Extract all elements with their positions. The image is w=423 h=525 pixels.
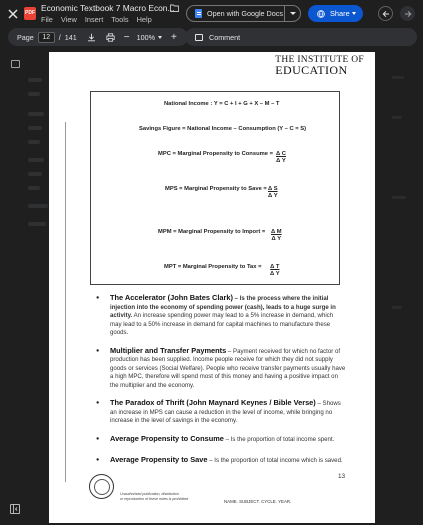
bullet-heading: Average Propensity to Save	[110, 455, 208, 464]
bullet-bold-text: – Is the process where the initial injection into the economy of spending power (cash), leads to a huge surge in activity.	[110, 295, 336, 319]
zoom-level[interactable]: 100%	[136, 32, 156, 42]
formula-box	[90, 91, 340, 285]
arrow-right-icon	[404, 10, 412, 18]
bullet-text: – Is the proportion of total income which is saved.	[207, 457, 343, 464]
sidebar-placeholder	[28, 140, 40, 144]
mpt-numerator: Δ T	[270, 264, 280, 270]
chevron-down-icon[interactable]	[290, 12, 296, 15]
sidebar-placeholder	[28, 204, 48, 208]
mpc-formula: MPC = Marginal Propensity to Consume =	[158, 151, 273, 157]
margin-rule	[65, 122, 66, 482]
globe-icon	[317, 10, 325, 18]
right-panel-background	[392, 56, 423, 521]
menu-insert[interactable]: Insert	[84, 15, 104, 24]
national-income-formula: National Income : Y = C + I + G + X – M – T	[164, 101, 280, 107]
button-divider	[284, 6, 285, 21]
bullet-text: – Is the proportion of total income spent.	[223, 435, 335, 443]
page-total: 141	[64, 32, 77, 42]
zoom-out-button[interactable]: −	[123, 31, 130, 43]
logo-line-2: EDUCATION	[275, 63, 348, 77]
mps-formula: MPS = Marginal Propensity to Save =	[165, 186, 267, 192]
sidebar-placeholder	[28, 112, 44, 116]
bullet-heading: Average Propensity to Consume	[110, 433, 224, 443]
menu-view[interactable]: View	[60, 15, 77, 24]
mpm-denominator: Δ Y	[271, 236, 282, 242]
folder-icon[interactable]	[170, 4, 179, 12]
open-with-label: Open with Google Docs	[207, 9, 283, 18]
bullet-heading: The Paradox of Thrift (John Maynard Keynes / Bible Verse)	[110, 398, 316, 407]
sidebar-placeholder	[28, 126, 42, 130]
mpc-fraction	[276, 151, 286, 164]
logo-line-1: THE INSTITUTE OF	[275, 55, 364, 65]
disclaimer-line-2: or reproduction of these notes is prohibited	[120, 496, 189, 501]
sidebar-placeholder	[392, 196, 406, 199]
mps-numerator: Δ S	[268, 186, 278, 192]
mps-denominator: Δ Y	[268, 193, 278, 199]
list-item	[96, 399, 346, 426]
print-icon[interactable]	[106, 33, 115, 42]
title-bar	[0, 0, 423, 27]
list-item	[96, 294, 346, 338]
sidebar-placeholder	[392, 116, 402, 119]
page-footer: NAME. SUBJECT. CYCLE. YEAR.	[224, 499, 292, 504]
close-icon[interactable]	[7, 8, 19, 20]
copyright-disclaimer	[120, 492, 188, 501]
collapse-panel-icon[interactable]	[10, 504, 20, 514]
chevron-down-icon[interactable]	[352, 12, 356, 15]
open-with-google-docs-button[interactable]	[186, 5, 301, 22]
pdf-file-icon: PDF	[24, 7, 36, 20]
list-item	[96, 456, 346, 466]
mpm-numerator: Δ M	[271, 229, 282, 235]
page-separator: /	[58, 32, 61, 42]
page-thumbnails-icon[interactable]	[11, 60, 20, 68]
list-item	[96, 347, 346, 391]
page-number: 13	[338, 473, 346, 480]
mpt-formula: MPT = Marginal Propensity to Tax =	[164, 264, 262, 270]
share-label: Share	[330, 9, 350, 18]
mpt-denominator: Δ Y	[270, 271, 280, 277]
comment-icon	[195, 34, 203, 41]
menu-file[interactable]: File	[41, 15, 53, 24]
bullet-list	[96, 294, 346, 475]
mpm-fraction	[271, 229, 282, 242]
zoom-in-button[interactable]: +	[171, 31, 177, 43]
sidebar-placeholder	[28, 158, 44, 162]
mpm-formula: MPM = Marginal Propensity to Import =	[158, 229, 266, 235]
google-docs-icon	[195, 9, 202, 18]
mpc-denominator: Δ Y	[276, 158, 286, 164]
bullet-text: – Shows an increase in MPS can cause a reduction in the level of income, while bringing no increase in the level of savings in the economy.	[110, 400, 341, 424]
sidebar-placeholder	[392, 76, 404, 79]
scrollbar[interactable]	[381, 52, 385, 523]
disclaimer-line-1: Unauthorised publication, distribution	[120, 492, 179, 496]
menu-help[interactable]: Help	[136, 15, 152, 24]
share-button[interactable]	[308, 5, 363, 22]
list-item	[96, 435, 346, 445]
mpc-numerator: Δ C	[276, 151, 286, 157]
left-sidebar	[0, 50, 48, 525]
sidebar-placeholder	[28, 186, 40, 190]
back-button[interactable]	[378, 6, 393, 21]
institute-seal-logo	[89, 474, 114, 499]
sidebar-placeholder	[28, 78, 42, 82]
document-title[interactable]: Economic Textbook 7 Macro Econ...	[41, 3, 175, 13]
mpt-fraction	[270, 264, 280, 277]
pdf-page	[49, 52, 375, 523]
chevron-down-icon[interactable]	[158, 36, 162, 39]
sidebar-placeholder	[392, 306, 402, 309]
download-icon[interactable]	[87, 33, 96, 42]
institute-logo	[275, 56, 364, 76]
sidebar-placeholder	[28, 92, 40, 96]
bullet-heading: Multiplier and Transfer Payments	[110, 345, 227, 355]
page-label: Page	[17, 32, 34, 42]
menu-bar	[41, 15, 152, 24]
bullet-heading: The Accelerator (John Bates Clark)	[110, 293, 233, 302]
page-number-input[interactable]: 12	[38, 32, 55, 43]
sidebar-placeholder	[28, 172, 42, 176]
bullet-text: An increase spending power may lead to a 5% increase in demand, which may lead to a 50% increase in demand for capital machines to manufacture these goods.	[110, 312, 334, 336]
savings-formula: Savings Figure = National Income – Consumption (Y – C = S)	[139, 126, 307, 132]
pdf-toolbar	[8, 28, 188, 46]
menu-tools[interactable]: Tools	[111, 15, 129, 24]
mps-fraction	[268, 186, 278, 199]
bullet-text: – Payment received for which no factor of production has been supplied. Income people receive for which they did not supply goods or services (Social Welfare). People who receive transfer payments usually have a high MPC, therefore will spend most of this money and having a positive impact on the multiplier and the economy.	[110, 347, 346, 389]
comment-label: Comment	[209, 32, 241, 42]
sidebar-placeholder	[28, 222, 46, 226]
forward-button[interactable]	[400, 6, 415, 21]
comment-button[interactable]	[185, 28, 417, 46]
arrow-left-icon	[382, 10, 390, 18]
